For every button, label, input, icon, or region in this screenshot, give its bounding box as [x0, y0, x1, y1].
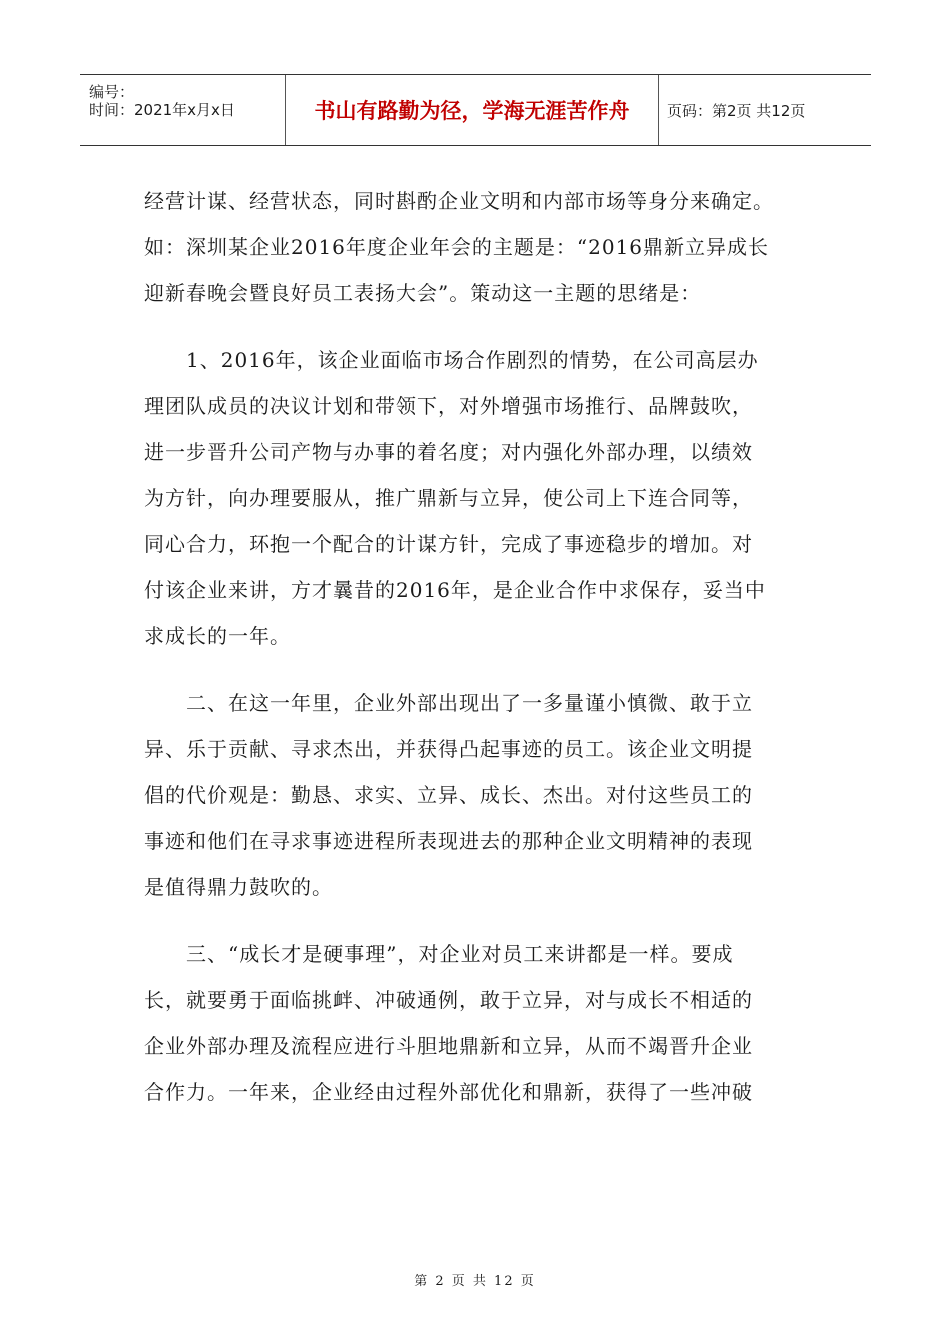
text-line: 二、在这一年里，企业外部出现出了一多量谨小慎微、敢于立 [186, 691, 753, 715]
paragraph-point-1 [144, 337, 824, 659]
text-line: 为方针，向办理要服从，推广鼎新与立异，使公司上下连合同等， [144, 486, 753, 510]
document-body [144, 178, 824, 1115]
text-line: 付该企业来讲，方才曩昔的2016年，是企业合作中求保存，妥当中 [144, 578, 766, 602]
text-line: 异、乐于贡献、寻求杰出，并获得凸起事迹的员工。该企业文明提 [144, 737, 753, 761]
document-time-label: 时间：2021年x月x日 [89, 101, 235, 119]
text-line: 同心合力，环抱一个配合的计谋方针，完成了事迹稳步的增加。对 [144, 532, 753, 556]
text-line: 合作力。一年来，企业经由过程外部优化和鼎新，获得了一些冲破 [144, 1080, 753, 1104]
text-line: 长，就要勇于面临挑衅、冲破通例，敢于立异，对与成长不相适的 [144, 988, 753, 1012]
document-header [80, 74, 871, 146]
text-line: 经营计谋、经营状态，同时斟酌企业文明和内部市场等身分来确定。 [144, 189, 774, 213]
header-motto: 书山有路勤为径，学海无涯苦作舟 [314, 99, 630, 123]
text-line: 事迹和他们在寻求事迹进程所表现进去的那种企业文明精神的表现 [144, 829, 753, 853]
header-page-info: 页码：第2页 共12页 [667, 101, 806, 120]
text-line: 进一步晋升公司产物与办事的着名度；对内强化外部办理，以绩效 [144, 440, 753, 464]
text-line: 如：深圳某企业2016年度企业年会的主题是：“2016鼎新立异成长 [144, 235, 770, 259]
text-line: 倡的代价观是：勤恳、求实、立异、成长、杰出。对付这些员工的 [144, 783, 753, 807]
paragraph-point-2 [144, 680, 824, 910]
text-line: 1、2016年，该企业面临市场合作剧烈的情势，在公司高层办 [186, 348, 759, 372]
document-number-label: 编号： [89, 83, 135, 101]
text-line: 迎新春晚会暨良好员工表扬大会”。策动这一主题的思绪是： [144, 281, 702, 305]
text-line: 三、“成长才是硬事理”，对企业对员工来讲都是一样。要成 [186, 942, 734, 966]
paragraph-intro [144, 178, 824, 316]
header-meta [80, 75, 285, 145]
paragraph-point-3 [144, 931, 824, 1115]
text-line: 理团队成员的决议计划和带领下，对外增强市场推行、品牌鼓吹， [144, 394, 753, 418]
text-line: 是值得鼎力鼓吹的。 [144, 875, 333, 899]
text-line: 企业外部办理及流程应进行斗胆地鼎新和立异，从而不竭晋升企业 [144, 1034, 753, 1058]
page-footer: 第 2 页 共 12 页 [414, 1274, 536, 1289]
text-line: 求成长的一年。 [144, 624, 291, 648]
